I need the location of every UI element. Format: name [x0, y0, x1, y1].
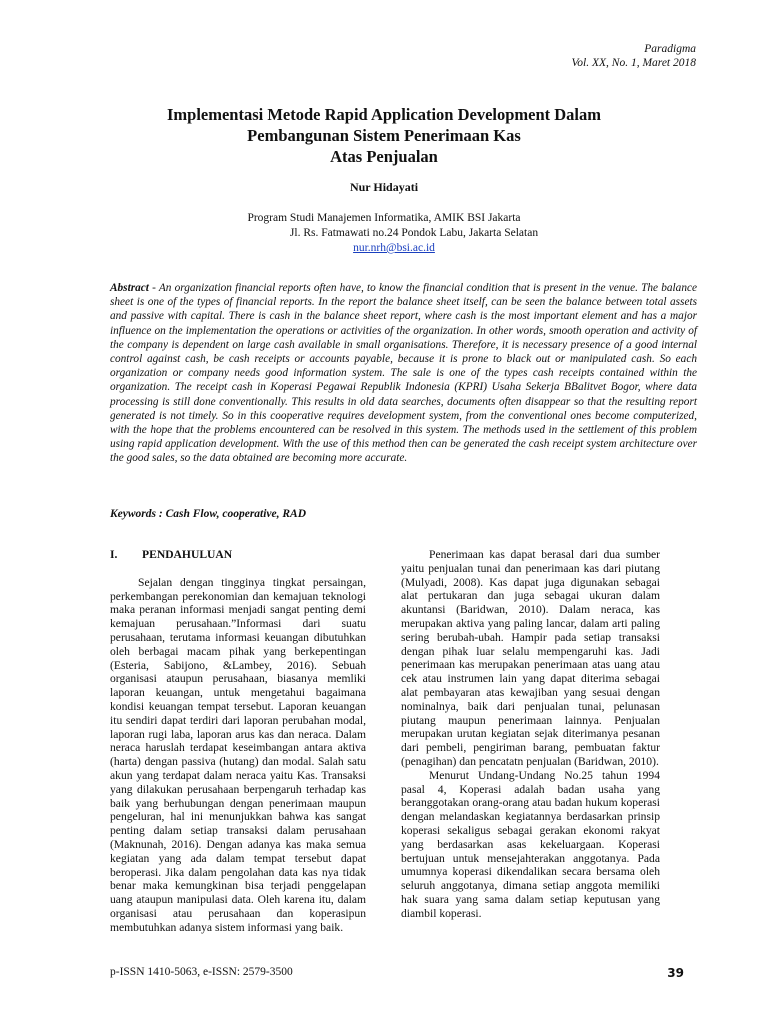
affiliation-institution: Program Studi Manajemen Informatika, AMIK BSI Jakarta: [247, 212, 521, 224]
right-paragraph-1: Penerimaan kas dapat berasal dari dua sumber yaitu penjualan tunai dan penerimaan kas dari piutang (Mulyadi, 2008). Kas dapat juga digunakan sebagai alat pertukaran dan juga sebagai ukuran dalam akuntansi (Baridwan, 2010). Dalam neraca, kas merupakan aktiva yang paling lancar, dalam arti paling sering berubah-ubah. Hampir pada setiap transaksi dengan pihak luar selalu mempengaruhi kas. Jadi penerimaan kas merupakan penerimaan atas uang atau cek atau instrumen lain yang dapat diterima sebagai alat pembayaran atas kewajiban yang sesuai dengan nominalnya, baik dari penjualan tunai, pelunasan piutang maupun penerimaan lainnya. Penjualan merupakan urutan kegiatan sejak diterimanya pesanan dari pembeli, pengiriman barang, pembuatan faktur (penagihan) dan pencatatn penjualan (Baridwan, 2010).: [401, 548, 660, 768]
keywords: Keywords : Cash Flow, cooperative, RAD: [110, 508, 307, 520]
title-line-3: Atas Penjualan: [330, 147, 438, 166]
footer-issn: p-ISSN 1410-5063, e-ISSN: 2579-3500: [110, 966, 293, 978]
right-column: [401, 548, 660, 921]
section-heading: [110, 548, 366, 562]
author-name: Nur Hidayati: [349, 180, 419, 194]
section-number: I.: [110, 548, 118, 561]
left-column: [110, 548, 366, 935]
page-number: 39: [667, 966, 684, 980]
abstract: [110, 281, 697, 466]
right-paragraph-2: Menurut Undang-Undang No.25 tahun 1994 pasal 4, Koperasi adalah badan usaha yang beranggotakan orang-orang atau badan hukum koperasi dengan melandaskan kegiatannya berdasarkan prinsip koperasi sekaligus sebagai gerakan ekonomi rakyat yang berdasarkan asas kekeluargaan. Koperasi bertujuan untuk mensejahterakan anggotanya. Pada umumnya koperasi dikendalikan secara bersama oleh seluruh anggotanya, dimana setiap anggota memiliki hak suara yang sama dalam setiap keputusan yang diambil koperasi.: [401, 768, 660, 920]
running-header: [572, 42, 696, 70]
affiliation-address: Jl. Rs. Fatmawati no.24 Pondok Labu, Jakarta Selatan: [289, 227, 539, 239]
paper-title: [60, 104, 708, 167]
abstract-text: - An organization financial reports often have, to know the financial condition that is present in the venue. The balance sheet is one of the types of financial reports. In the report the balance sheet itself, can be seen the balance between total assets and passive with capital. There is cash in the balance sheet report, where cash is the most important element and has a major influence on the implementation the operations or activities of the organization. In other words, smooth operation and activity of the company is dependent on large cash available in small organisations. Therefore, it is necessary presence of a good internal control against cash, be cash receipts or accounts payable, because it is prone to black out or manipulated cash. So each organization or company needs good information system. The sale is one of the types cash receipts contained within the organization. The receipt cash in Koperasi Pegawai Republik Indonesia (KPRI) Usaha Sekerja BBalitvet Bogor, where data processing is still done conventionally. This results in old data searches, documents often disappear so that the resulting report generated is not timely. So in this cooperative requires development system, from the conventional ones become computerized, with the hope that the problems encountered can be resolved in this system. The methods used in the settlement of this problem using rapid application development. With the use of this method then can be generated the cash receipt system architecture over the good sales, so the data obtained are becoming more accurate.: [110, 282, 697, 465]
journal-volume: Vol. XX, No. 1, Maret 2018: [571, 57, 696, 69]
section-title: PENDAHULUAN: [142, 548, 233, 561]
author-email-link[interactable]: nur.nrh@bsi.ac.id: [353, 242, 435, 254]
journal-name: Paradigma: [644, 43, 696, 55]
affiliation: [0, 211, 768, 256]
left-paragraph-1: Sejalan dengan tingginya tingkat persaingan, perkembangan perekonomian dan kemajuan teknologi maka peranan informasi menjadi sangat penting demi kemajuan perusahaan.”Informasi dari suatu perusahaan, terutama informasi keuangan dibutuhkan oleh berbagai macam pihak yang berkepentingan (Esteria, Sabijono, &Lambey, 2016). Sebuah organisasi ataupun perusahaan, biasanya memliki laporan keuangan, untuk mengetahui bagaimana kondisi keuangan tempat tersebut. Laporan keuangan itu sendiri dapat terdiri dari laporan perubahan modal, laporan rugi laba, laporan arus kas dan neraca. Dalam neraca haruslah terdapat keseimbangan antara aktiva (harta) dengan passiva (hutang) dan modal. Salah satu akun yang terdapat dalam neraca yaitu Kas. Transaksi yang dilakukan perusahaan berpengaruh terhadap kas baik yang berhubungan dengan penerimaan maupun pengeluran, hal ini menunjukkan bahwa kas sangat penting dalam setiap transaksi dalam perusahaan (Maknunah, 2016). Dengan adanya kas maka semua kegiatan yang ada dalam tempat tersebut dapat beroperasi. Jika dalam pengolahan data kas nya tidak benar maka kemungkinan bisa terjadi penggelapan uang ataupun manipulasi data. Oleh karena itu, dalam organisasi atau perusahaan dan koperasipun membutuhkan adanya sistem informasi yang baik.: [110, 575, 366, 934]
title-line-2: Pembangunan Sistem Penerimaan Kas: [247, 126, 521, 145]
abstract-label: Abstract: [110, 282, 149, 294]
title-line-1: Implementasi Metode Rapid Application Development Dalam: [166, 105, 602, 124]
